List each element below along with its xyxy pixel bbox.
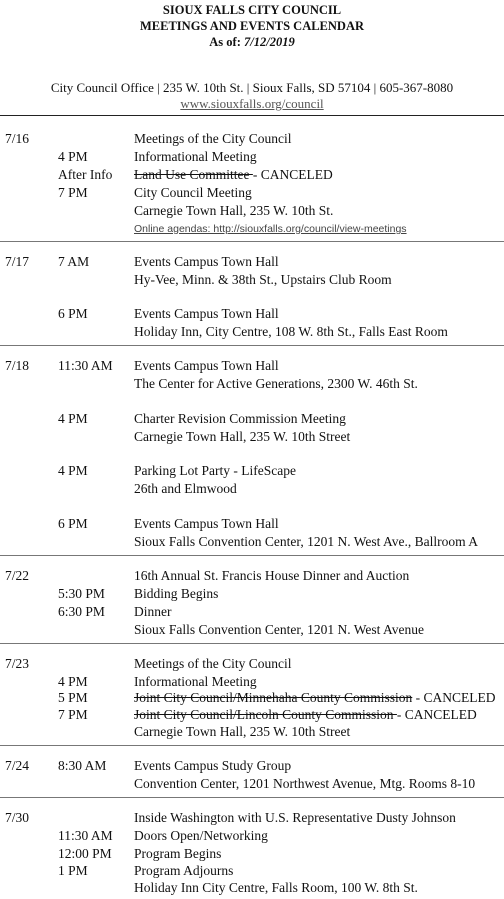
- date-separator: [0, 241, 504, 242]
- event-time: 4 PM: [58, 674, 88, 689]
- event-item: [134, 166, 333, 184]
- event-title: Events Campus Town Hall: [134, 254, 279, 269]
- event-time: 1 PM: [58, 863, 88, 878]
- event-date: 7/18: [5, 358, 30, 373]
- canceled-item: Land Use Committee: [134, 167, 253, 182]
- header-rule: [0, 115, 504, 116]
- as-of-date: [0, 34, 504, 50]
- event-time: 4 PM: [58, 463, 88, 478]
- canceled-item: Joint City Council/Minnehaha County Commission: [134, 690, 413, 705]
- event-time: 4 PM: [58, 411, 88, 426]
- date-separator: [0, 643, 504, 644]
- event-date: 7/16: [5, 131, 30, 146]
- event-location: Holiday Inn, City Centre, 108 W. 8th St., Falls East Room: [134, 324, 448, 339]
- event-location: Carnegie Town Hall, 235 W. 10th Street: [134, 429, 351, 444]
- event-location: Carnegie Town Hall, 235 W. 10th St.: [134, 203, 334, 218]
- event-item: Dinner: [134, 604, 172, 619]
- canceled-item: Joint City Council/Lincoln County Commission: [134, 707, 397, 722]
- date-separator: [0, 555, 504, 556]
- event-date: 7/22: [5, 568, 30, 583]
- event-item: Program Adjourns: [134, 863, 234, 878]
- event-time: After Info: [58, 167, 113, 182]
- event-location: Sioux Falls Convention Center, 1201 N. West Ave., Ballroom A: [134, 534, 478, 549]
- event-date: 7/23: [5, 656, 30, 671]
- event-title: 16th Annual St. Francis House Dinner and Auction: [134, 568, 410, 583]
- event-item: Bidding Begins: [134, 586, 219, 601]
- calendar-title: MEETINGS AND EVENTS CALENDAR: [140, 19, 364, 33]
- event-title: Events Campus Town Hall: [134, 516, 279, 531]
- event-time: 6 PM: [58, 306, 88, 321]
- event-title: Events Campus Study Group: [134, 758, 292, 773]
- event-time: 7 AM: [58, 254, 90, 269]
- event-date: 7/17: [5, 254, 30, 269]
- event-date: 7/30: [5, 810, 30, 825]
- event-time: 11:30 AM: [58, 828, 113, 843]
- event-item: Informational Meeting: [134, 149, 257, 164]
- event-item: Program Begins: [134, 846, 222, 861]
- event-date: 7/24: [5, 758, 30, 773]
- date-separator: [0, 797, 504, 798]
- canceled-status: - CANCELED: [396, 707, 477, 722]
- event-location: Holiday Inn City Centre, Falls Room, 100 W. 8th St.: [134, 880, 418, 895]
- event-title: Meetings of the City Council: [134, 131, 292, 146]
- event-time: 7 PM: [58, 185, 88, 200]
- event-location: Hy-Vee, Minn. & 38th St., Upstairs Club Room: [134, 272, 392, 287]
- canceled-status: - CANCELED: [252, 167, 333, 182]
- event-location: Convention Center, 1201 Northwest Avenue, Mtg. Rooms 8-10: [134, 776, 476, 791]
- event-time: 7 PM: [58, 707, 88, 722]
- event-time: 5:30 PM: [58, 586, 105, 601]
- event-title: Events Campus Town Hall: [134, 358, 279, 373]
- event-item: Doors Open/Networking: [134, 828, 268, 843]
- event-location: Sioux Falls Convention Center, 1201 N. West Avenue: [134, 622, 424, 637]
- event-location: The Center for Active Generations, 2300 W. 46th St.: [134, 376, 418, 391]
- event-title: Charter Revision Commission Meeting: [134, 411, 346, 426]
- contact-info: City Council Office | 235 W. 10th St. | Sioux Falls, SD 57104 | 605-367-8080: [50, 80, 454, 95]
- event-title: Meetings of the City Council: [134, 656, 292, 671]
- event-title: Parking Lot Party - LifeScape: [134, 463, 296, 478]
- event-time: 8:30 AM: [58, 758, 107, 773]
- event-time: 4 PM: [58, 149, 88, 164]
- website-link[interactable]: www.siouxfalls.org/council: [180, 96, 324, 111]
- date-separator: [0, 745, 504, 746]
- event-location: Carnegie Town Hall, 235 W. 10th Street: [134, 724, 351, 739]
- website: [0, 96, 504, 111]
- council-title: SIOUX FALLS CITY COUNCIL: [162, 3, 342, 17]
- event-time: 11:30 AM: [58, 358, 113, 373]
- canceled-status: - CANCELED: [412, 690, 496, 705]
- event-item: City Council Meeting: [134, 185, 252, 200]
- date-separator: [0, 345, 504, 346]
- as-of-label: As of:: [209, 35, 244, 49]
- event-item: [134, 689, 496, 707]
- event-location: 26th and Elmwood: [134, 481, 237, 496]
- event-time: 6:30 PM: [58, 604, 105, 619]
- event-time: 5 PM: [58, 690, 88, 705]
- event-item: Informational Meeting: [134, 674, 257, 689]
- event-title: Inside Washington with U.S. Representative Dusty Johnson: [134, 810, 456, 825]
- online-agendas-link[interactable]: Online agendas: http://siouxfalls.org/council/view-meetings: [134, 223, 407, 235]
- event-time: 6 PM: [58, 516, 88, 531]
- event-item: [134, 706, 477, 724]
- event-time: 12:00 PM: [58, 846, 112, 861]
- event-title: Events Campus Town Hall: [134, 306, 279, 321]
- as-of-value: 7/12/2019: [244, 35, 295, 49]
